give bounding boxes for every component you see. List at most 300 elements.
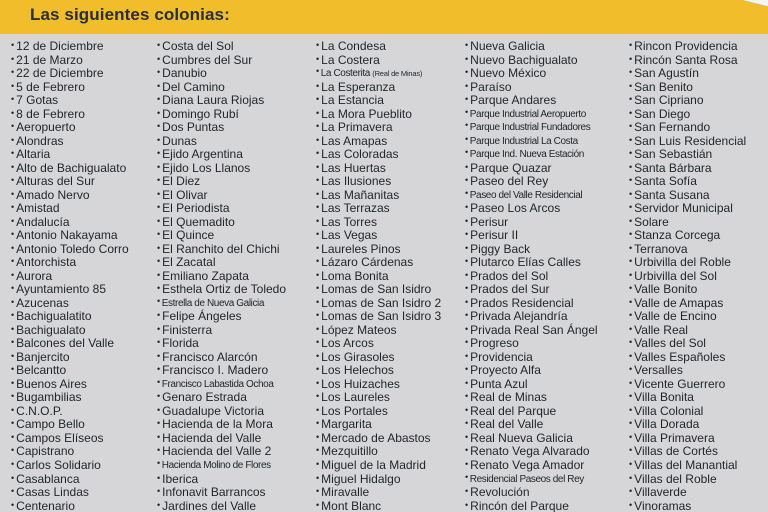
colonia-item — [316, 40, 441, 54]
colonia-item — [629, 67, 746, 81]
colonia-item — [629, 486, 746, 500]
colonia-name: Aeropuerto — [16, 120, 76, 135]
colonia-name: Perisur — [470, 214, 509, 229]
colonia-item — [316, 270, 441, 284]
colonia-name: Alturas del Sur — [16, 174, 95, 189]
colonia-item — [316, 175, 441, 189]
colonia-name: Emiliano Zapata — [162, 268, 249, 283]
colonia-item — [629, 364, 746, 378]
colonia-item — [316, 162, 441, 176]
colonia-name: Providencia — [470, 349, 533, 364]
colonia-item — [157, 391, 286, 405]
colonia-name: Florida — [162, 336, 199, 351]
colonia-name: Proyecto Alfa — [470, 363, 541, 378]
colonia-name: La Esperanza — [321, 79, 396, 94]
colonia-name: Jardines del Valle — [162, 498, 256, 512]
colonia-item — [316, 189, 441, 203]
colonia-item — [157, 81, 286, 95]
colonia-item — [629, 202, 746, 216]
colonia-name: Loma Bonita — [321, 268, 389, 283]
colonia-name: Alto de Bachigualato — [16, 160, 127, 175]
colonia-item — [316, 459, 441, 473]
colonia-item — [11, 486, 129, 500]
colonia-name: Punta Azul — [470, 376, 528, 391]
colonia-name: Alondras — [16, 133, 64, 148]
colonia-name: Hacienda del Valle 2 — [162, 444, 272, 459]
colonia-name: Antonio Nakayama — [16, 228, 118, 243]
colonia-item — [316, 418, 441, 432]
colonia-name: Villa Dorada — [634, 417, 700, 432]
colonia-item — [11, 54, 129, 68]
colonia-name: Nueva Galicia — [470, 39, 545, 53]
colonia-name: El Quince — [162, 228, 215, 243]
colonias-column-5 — [629, 40, 746, 512]
colonia-name: Rincon Providencia — [634, 39, 738, 53]
colonia-item — [11, 135, 129, 149]
colonia-item — [629, 175, 746, 189]
colonia-name: La Mora Pueblito — [321, 106, 412, 121]
colonia-name: San Agustín — [634, 66, 699, 81]
colonia-name: Valle Bonito — [634, 282, 698, 297]
colonia-name: Nuevo Bachigualato — [470, 52, 578, 67]
colonia-item — [157, 121, 286, 135]
colonia-name: San Fernando — [634, 120, 711, 135]
colonia-item — [157, 243, 286, 257]
colonia-item — [465, 405, 598, 419]
colonia-item — [629, 283, 746, 297]
colonia-item — [157, 459, 286, 473]
colonia-name: Balcones del Valle — [16, 336, 114, 351]
colonia-name: Las Amapas — [321, 133, 388, 148]
colonia-name: Versalles — [634, 363, 683, 378]
colonia-item — [465, 189, 598, 203]
colonia-name: Las Huertas — [321, 160, 386, 175]
colonia-name: Renato Vega Amador — [470, 457, 585, 472]
colonia-item — [465, 175, 598, 189]
colonia-name: Villa Colonial — [634, 403, 704, 418]
colonia-name: Antorchista — [16, 255, 77, 270]
colonia-item — [465, 148, 598, 162]
colonia-name: Parque Quazar — [470, 160, 552, 175]
colonia-item — [11, 175, 129, 189]
colonia-name: Francisco Alarcón — [162, 349, 258, 364]
colonia-item — [629, 256, 746, 270]
colonia-item — [11, 256, 129, 270]
colonia-item — [316, 445, 441, 459]
colonia-item — [316, 202, 441, 216]
colonia-name: Banjercito — [16, 349, 70, 364]
colonia-item — [629, 135, 746, 149]
colonia-name: Casas Lindas — [16, 485, 89, 500]
colonia-name: Estrella de Nueva Galicia — [161, 297, 265, 309]
colonia-item — [11, 418, 129, 432]
colonia-name: Infonavit Barrancos — [162, 485, 266, 500]
colonia-name: Hacienda del Valle — [162, 430, 262, 445]
colonia-name: Lázaro Cárdenas — [321, 255, 414, 270]
colonia-item — [629, 216, 746, 230]
colonia-name: Parque Andares — [470, 93, 557, 108]
colonia-item — [157, 310, 286, 324]
colonia-item — [629, 162, 746, 176]
colonia-name: Las Mañanitas — [321, 187, 400, 202]
colonia-name: Buenos Aires — [16, 376, 87, 391]
colonia-item — [316, 148, 441, 162]
header-banner — [0, 0, 768, 34]
colonia-item — [465, 391, 598, 405]
colonia-item — [629, 459, 746, 473]
colonia-name: Solare — [634, 214, 669, 229]
colonia-name: Santa Sofía — [634, 174, 697, 189]
colonia-item — [465, 256, 598, 270]
colonia-name: Villas del Manantial — [634, 457, 738, 472]
colonia-name: 8 de Febrero — [16, 106, 85, 121]
colonia-name: Francisco I. Madero — [162, 363, 269, 378]
colonia-name: Iberica — [162, 471, 199, 486]
colonia-item — [316, 67, 441, 81]
colonia-item — [316, 391, 441, 405]
colonia-name: Hacienda Molino de Flores — [161, 459, 271, 471]
colonia-item — [465, 162, 598, 176]
colonia-item — [316, 405, 441, 419]
colonia-item — [157, 148, 286, 162]
colonia-item — [11, 297, 129, 311]
colonia-name: Vinoramas — [634, 498, 692, 512]
colonia-name: El Quemadito — [162, 214, 235, 229]
colonia-name: Ejido Los Llanos — [162, 160, 251, 175]
colonia-item — [11, 148, 129, 162]
colonia-item — [465, 351, 598, 365]
colonia-item — [316, 432, 441, 446]
colonia-item — [465, 337, 598, 351]
colonia-name: Revolución — [470, 485, 530, 500]
colonia-name: Amistad — [16, 201, 60, 216]
colonia-item — [465, 94, 598, 108]
colonia-name: Paseo del Valle Residencial — [469, 189, 583, 201]
colonia-name: Mezquitillo — [321, 444, 378, 459]
colonia-name: Lomas de San Isidro 2 — [321, 295, 442, 310]
colonia-item — [316, 486, 441, 500]
colonia-name: Valles del Sol — [634, 336, 706, 351]
colonia-name: C.N.O.P. — [16, 403, 63, 418]
colonia-name: Valle de Amapas — [634, 295, 724, 310]
colonia-name: Miravalle — [321, 485, 370, 500]
colonia-item — [11, 310, 129, 324]
colonia-name: San Cipriano — [634, 93, 704, 108]
colonia-item — [316, 283, 441, 297]
colonia-item — [629, 310, 746, 324]
colonia-name: Paraíso — [470, 79, 512, 94]
colonia-name: López Mateos — [321, 322, 397, 337]
colonia-item — [629, 324, 746, 338]
colonia-name: Guadalupe Victoria — [162, 403, 265, 418]
colonia-item — [465, 500, 598, 512]
colonia-name: Dunas — [162, 133, 197, 148]
colonia-item — [629, 445, 746, 459]
colonia-item — [157, 216, 286, 230]
colonia-item — [157, 486, 286, 500]
colonia-name: Cumbres del Sur — [162, 52, 253, 67]
colonia-item — [465, 81, 598, 95]
colonia-item — [157, 364, 286, 378]
colonia-item — [157, 337, 286, 351]
colonia-name: El Zacatal — [162, 255, 216, 270]
colonia-item — [465, 473, 598, 487]
colonia-name: Francisco Labastida Ochoa — [161, 378, 274, 390]
colonia-name: Parque Ind. Nueva Estación — [469, 149, 584, 161]
colonia-item — [11, 432, 129, 446]
colonia-item — [11, 283, 129, 297]
colonia-item — [629, 500, 746, 512]
colonia-name: Plutarco Elías Calles — [470, 255, 581, 270]
colonia-item — [157, 108, 286, 122]
colonia-name: 21 de Marzo — [16, 52, 83, 67]
colonia-item — [11, 67, 129, 81]
colonia-name: La Costerita — [320, 68, 370, 80]
colonia-name: Campos Elíseos — [16, 430, 104, 445]
colonia-item — [629, 473, 746, 487]
colonia-item — [465, 432, 598, 446]
colonia-name: Los Arcos — [321, 336, 374, 351]
colonia-name: Paseo Los Arcos — [470, 201, 561, 216]
colonia-name: El Ranchito del Chichi — [162, 241, 280, 256]
colonia-name: Miguel Hidalgo — [321, 471, 401, 486]
colonia-item — [11, 391, 129, 405]
colonia-item — [11, 229, 129, 243]
colonia-name: Los Helechos — [321, 363, 394, 378]
colonia-name: La Costera — [321, 52, 380, 67]
colonia-name: Prados del Sol — [470, 268, 549, 283]
colonia-name: Bachigualatito — [16, 309, 92, 324]
colonia-item — [316, 324, 441, 338]
colonia-item — [157, 378, 286, 392]
colonia-name: Hacienda de la Mora — [162, 417, 273, 432]
colonia-name: Urbivilla del Roble — [634, 255, 731, 270]
colonia-name: La Condesa — [321, 39, 386, 53]
colonia-item — [316, 108, 441, 122]
colonia-name: San Luis Residencial — [634, 133, 747, 148]
colonia-name: Costa del Sol — [162, 39, 234, 53]
colonia-item — [11, 445, 129, 459]
colonia-item — [157, 94, 286, 108]
colonia-item — [11, 81, 129, 95]
colonia-item — [465, 378, 598, 392]
colonias-column-1 — [11, 40, 129, 512]
colonia-name: Parque Industrial La Costa — [469, 135, 578, 147]
colonia-name: Las Coloradas — [321, 147, 399, 162]
colonia-name: El Diez — [162, 174, 201, 189]
colonia-item — [629, 148, 746, 162]
colonia-item — [11, 243, 129, 257]
colonia-item — [157, 270, 286, 284]
colonia-name: Aurora — [16, 268, 53, 283]
colonia-name: Los Huizaches — [321, 376, 400, 391]
colonia-item — [11, 378, 129, 392]
colonia-item — [465, 459, 598, 473]
colonia-item — [316, 473, 441, 487]
colonia-name: 22 de Diciembre — [16, 66, 104, 81]
colonia-name: Perisur II — [470, 228, 519, 243]
colonia-item — [629, 418, 746, 432]
colonia-name: Campo Bello — [16, 417, 85, 432]
colonia-item — [11, 324, 129, 338]
colonia-name: Las Vegas — [321, 228, 378, 243]
colonia-item — [11, 162, 129, 176]
colonia-item — [316, 54, 441, 68]
colonia-item — [157, 324, 286, 338]
colonia-name: Prados Residencial — [470, 295, 574, 310]
colonia-name: Miguel de la Madrid — [321, 457, 426, 472]
colonia-item — [316, 94, 441, 108]
colonia-name: Del Camino — [162, 79, 225, 94]
colonia-item — [465, 243, 598, 257]
colonia-item — [11, 189, 129, 203]
colonia-name: Valles Españoles — [634, 349, 726, 364]
colonia-item — [465, 283, 598, 297]
colonia-item — [157, 67, 286, 81]
colonia-item — [465, 486, 598, 500]
colonia-name: Santa Susana — [634, 187, 710, 202]
colonia-name: Capistrano — [16, 444, 75, 459]
colonia-item — [629, 40, 746, 54]
colonia-item — [11, 270, 129, 284]
colonia-name: Servidor Municipal — [634, 201, 733, 216]
colonia-item — [11, 500, 129, 512]
colonia-item — [11, 121, 129, 135]
colonia-name: Lomas de San Isidro 3 — [321, 309, 442, 324]
colonia-item — [157, 351, 286, 365]
colonia-item — [629, 351, 746, 365]
colonia-item — [157, 405, 286, 419]
colonia-item — [629, 94, 746, 108]
colonia-item — [465, 418, 598, 432]
colonia-item — [316, 297, 441, 311]
colonia-name: Prados del Sur — [470, 282, 550, 297]
colonia-name: Altaria — [16, 147, 51, 162]
colonia-item — [11, 40, 129, 54]
colonia-name: Dos Puntas — [162, 120, 225, 135]
colonia-item — [11, 108, 129, 122]
colonia-item — [629, 337, 746, 351]
colonia-name: San Diego — [634, 106, 691, 121]
colonia-name: Felipe Ángeles — [162, 309, 242, 324]
colonia-item — [157, 283, 286, 297]
colonia-item — [11, 405, 129, 419]
colonia-item — [11, 351, 129, 365]
colonia-item — [11, 364, 129, 378]
colonias-column-2 — [157, 40, 286, 512]
colonia-item — [629, 243, 746, 257]
colonia-name: 5 de Febrero — [16, 79, 85, 94]
colonia-name: Margarita — [321, 417, 372, 432]
colonia-name: Santa Bárbara — [634, 160, 712, 175]
colonia-item — [465, 54, 598, 68]
colonia-item — [465, 270, 598, 284]
colonia-item — [316, 310, 441, 324]
colonia-name: Amado Nervo — [16, 187, 90, 202]
colonia-item — [629, 121, 746, 135]
colonia-name: Finisterra — [162, 322, 213, 337]
colonia-name: Las Terrazas — [321, 201, 390, 216]
colonia-item — [11, 473, 129, 487]
colonia-item — [629, 391, 746, 405]
colonia-item — [157, 256, 286, 270]
colonia-name: Las Ilusiones — [321, 174, 392, 189]
colonia-name: Piggy Back — [470, 241, 531, 256]
colonia-item — [629, 270, 746, 284]
colonia-name: La Estancia — [321, 93, 384, 108]
colonia-item — [629, 81, 746, 95]
colonia-name: Vicente Guerrero — [634, 376, 726, 391]
colonia-name: San Benito — [634, 79, 693, 94]
colonia-name: Parque Industrial Fundadores — [469, 122, 591, 134]
colonia-item — [157, 500, 286, 512]
colonia-item — [157, 162, 286, 176]
colonia-item — [316, 337, 441, 351]
colonia-name: Belcantto — [16, 363, 67, 378]
colonia-item — [316, 81, 441, 95]
colonias-column-3 — [316, 40, 441, 512]
colonia-name: Los Portales — [321, 403, 388, 418]
colonia-name: Rincón Santa Rosa — [634, 52, 738, 67]
colonia-name: Rincón del Parque — [470, 498, 569, 512]
colonia-name: La Primavera — [321, 120, 393, 135]
colonia-item — [316, 351, 441, 365]
colonia-item — [465, 108, 598, 122]
colonia-item — [629, 229, 746, 243]
colonia-item — [629, 108, 746, 122]
colonia-item — [465, 324, 598, 338]
colonia-item — [465, 229, 598, 243]
colonia-item — [465, 135, 598, 149]
colonia-name: Privada Real San Ángel — [470, 322, 598, 337]
colonia-name: Bachigualato — [16, 322, 86, 337]
colonia-name: Ejido Argentina — [162, 147, 243, 162]
colonia-name: Urbivilla del Sol — [634, 268, 717, 283]
colonia-item — [465, 40, 598, 54]
colonia-name: Nuevo México — [470, 66, 547, 81]
colonia-name: Bugambilias — [16, 390, 82, 405]
colonia-name: Ayuntamiento 85 — [16, 282, 106, 297]
colonia-item — [11, 216, 129, 230]
colonia-name: Villas del Roble — [634, 471, 717, 486]
colonia-name: Villas de Cortés — [634, 444, 718, 459]
colonia-name: Andalucía — [16, 214, 70, 229]
colonia-name: Renato Vega Alvarado — [470, 444, 590, 459]
colonia-item — [11, 459, 129, 473]
colonia-item — [157, 445, 286, 459]
colonia-item — [316, 256, 441, 270]
colonia-name: Residencial Paseos del Rey — [469, 473, 584, 485]
colonia-name: Villaverde — [634, 485, 687, 500]
colonia-item — [157, 473, 286, 487]
colonia-name: 12 de Diciembre — [16, 39, 104, 53]
colonia-name: Terranova — [634, 241, 688, 256]
colonia-name: Valle Real — [634, 322, 688, 337]
colonia-item — [465, 216, 598, 230]
colonia-item — [629, 189, 746, 203]
colonia-item — [316, 216, 441, 230]
colonia-item — [465, 445, 598, 459]
colonia-name: Antonio Toledo Corro — [16, 241, 129, 256]
colonia-item — [465, 310, 598, 324]
colonia-item — [629, 405, 746, 419]
colonia-name: Real Nueva Galicia — [470, 430, 573, 445]
colonia-name: 7 Gotas — [16, 93, 59, 108]
colonia-name: Esthela Ortiz de Toledo — [162, 282, 287, 297]
colonia-item — [157, 418, 286, 432]
colonia-item — [465, 364, 598, 378]
colonia-item — [316, 135, 441, 149]
